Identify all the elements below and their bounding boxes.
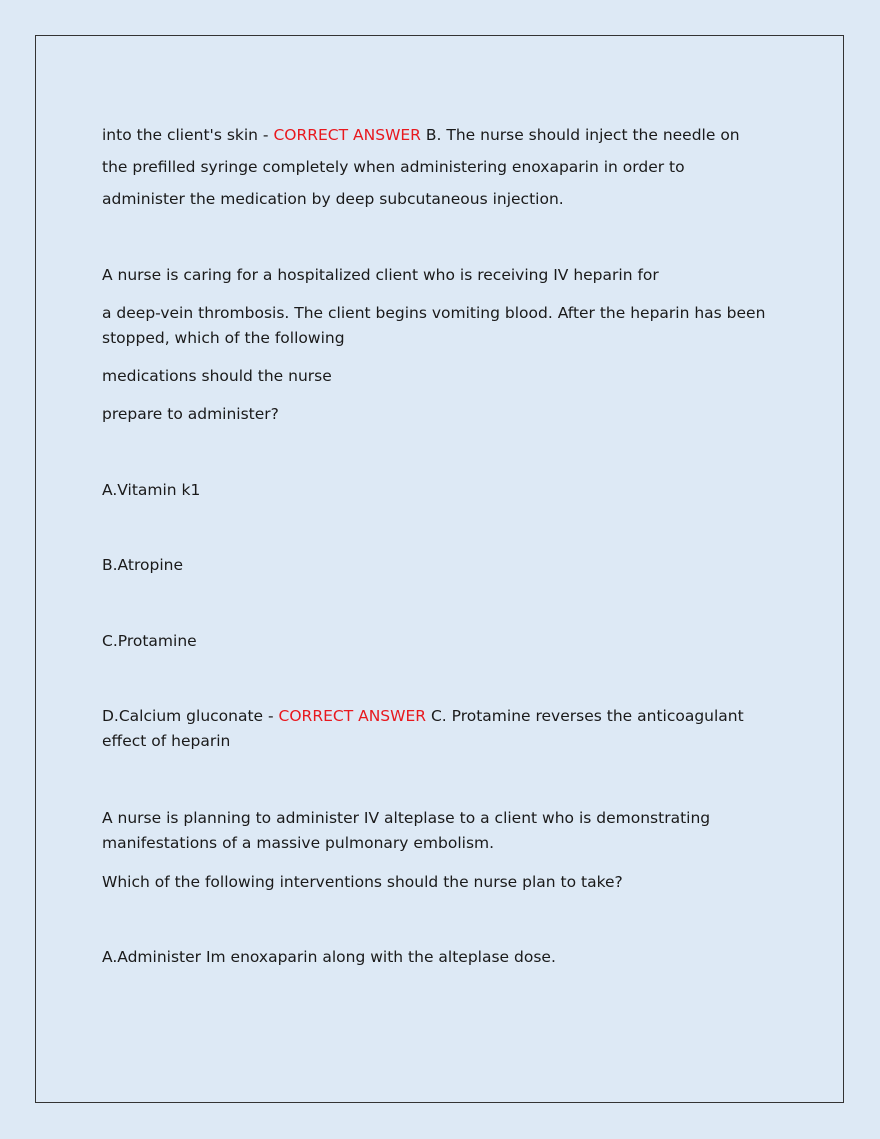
q2-answer-text: C. Protamine reverses the anticoagulant effect of heparin xyxy=(102,707,744,750)
q1-answer-prefix: into the client's skin - xyxy=(102,126,274,144)
correct-answer-label: CORRECT ANSWER xyxy=(278,707,427,725)
q1-answer-line-2: the prefilled syringe completely when administering enoxaparin in order to xyxy=(102,158,685,176)
q2-stem-line-2: a deep-vein thrombosis. The client begins vomiting blood. After the heparin has been stopped, which of the following xyxy=(102,304,766,347)
q2-option-d xyxy=(102,704,782,754)
q2-stem-line-1: A nurse is caring for a hospitalized client who is receiving IV heparin for xyxy=(102,266,659,284)
q2-stem-line-3: medications should the nurse xyxy=(102,367,332,385)
q2-option-c: C.Protamine xyxy=(102,632,197,650)
q3-option-a: A.Administer Im enoxaparin along with the alteplase dose. xyxy=(102,948,556,966)
q1-answer-text: B. The nurse should inject the needle on xyxy=(420,126,740,144)
q2-option-b: B.Atropine xyxy=(102,556,183,574)
q1-answer-line-1 xyxy=(102,123,782,148)
correct-answer-label: CORRECT ANSWER xyxy=(273,126,421,144)
q3-stem-line-1: A nurse is planning to administer IV alteplase to a client who is demonstrating manifestations of a massive pulmonary embolism. xyxy=(102,809,711,852)
q2-option-a: A.Vitamin k1 xyxy=(102,481,201,499)
q2-stem-line-4: prepare to administer? xyxy=(102,405,279,423)
q2-option-d-label: D.Calcium gluconate - xyxy=(102,707,279,725)
q3-stem-line-2: Which of the following interventions should the nurse plan to take? xyxy=(102,873,623,891)
q1-answer-line-3: administer the medication by deep subcutaneous injection. xyxy=(102,190,564,208)
